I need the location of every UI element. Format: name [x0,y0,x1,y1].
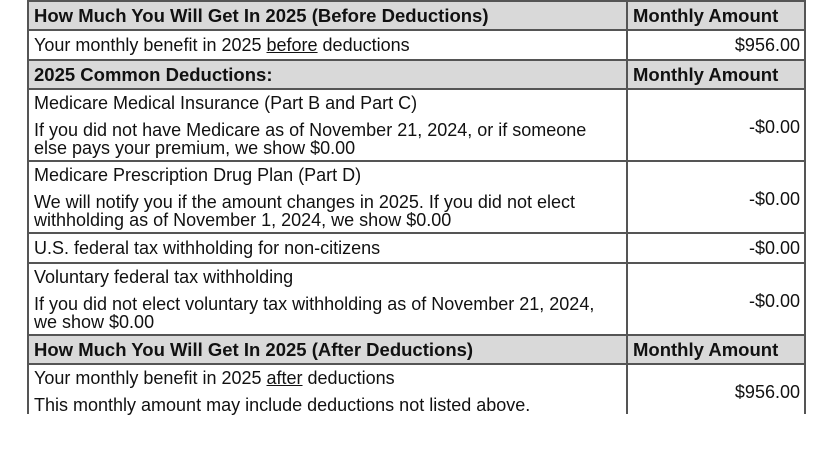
deduction-note: If you did not elect voluntary tax withholding as of November 21, 2024, we show $0.00 [34,294,595,332]
before-deductions-title: How Much You Will Get In 2025 (Before Deductions) [28,1,627,30]
deduction-amount: -$0.00 [627,263,805,335]
after-text-post: deductions [302,368,395,388]
deduction-amount: -$0.00 [627,161,805,233]
deductions-monthly-amount-header: Monthly Amount [627,60,805,89]
after-deductions-header-row [28,335,805,364]
deduction-row-part-b [28,89,805,161]
after-deductions-amount: $956.00 [627,364,805,414]
deduction-row-voluntary-tax [28,263,805,335]
deduction-description [28,233,627,263]
deduction-description [28,263,627,335]
before-text-pre: Your monthly benefit in 2025 [34,35,267,55]
after-text-pre: Your monthly benefit in 2025 [34,368,267,388]
deduction-amount: -$0.00 [627,89,805,161]
benefit-table [27,0,806,414]
deduction-description [28,161,627,233]
after-text-underlined: after [266,368,303,388]
common-deductions-title: 2025 Common Deductions: [28,60,627,89]
before-deductions-row [28,30,805,60]
after-deductions-title: How Much You Will Get In 2025 (After Deductions) [28,335,627,364]
deduction-title: Voluntary federal tax withholding [34,267,294,287]
before-deductions-description [28,30,627,60]
after-deductions-note: This monthly amount may include deductions not listed above. [34,395,531,415]
before-monthly-amount-header: Monthly Amount [627,1,805,30]
deduction-title: U.S. federal tax withholding for non-citizens [34,238,381,258]
after-deductions-row [28,364,805,414]
deduction-title: Medicare Medical Insurance (Part B and Part C) [34,93,418,113]
deduction-title: Medicare Prescription Drug Plan (Part D) [34,165,362,185]
after-monthly-amount-header: Monthly Amount [627,335,805,364]
deduction-amount: -$0.00 [627,233,805,263]
before-deductions-amount: $956.00 [627,30,805,60]
deduction-note: If you did not have Medicare as of November 21, 2024, or if someone else pays your premium, we show $0.00 [34,120,587,158]
after-deductions-description [28,364,627,414]
before-deductions-header-row [28,1,805,30]
deduction-row-non-citizen-tax [28,233,805,263]
deduction-description [28,89,627,161]
common-deductions-header-row [28,60,805,89]
before-text-post: deductions [317,35,410,55]
before-text-underlined: before [266,35,318,55]
deduction-note: We will notify you if the amount changes in 2025. If you did not elect withholding as of November 1, 2024, we show $0.00 [34,192,575,230]
after-text-line [34,368,620,388]
deduction-row-part-d [28,161,805,233]
